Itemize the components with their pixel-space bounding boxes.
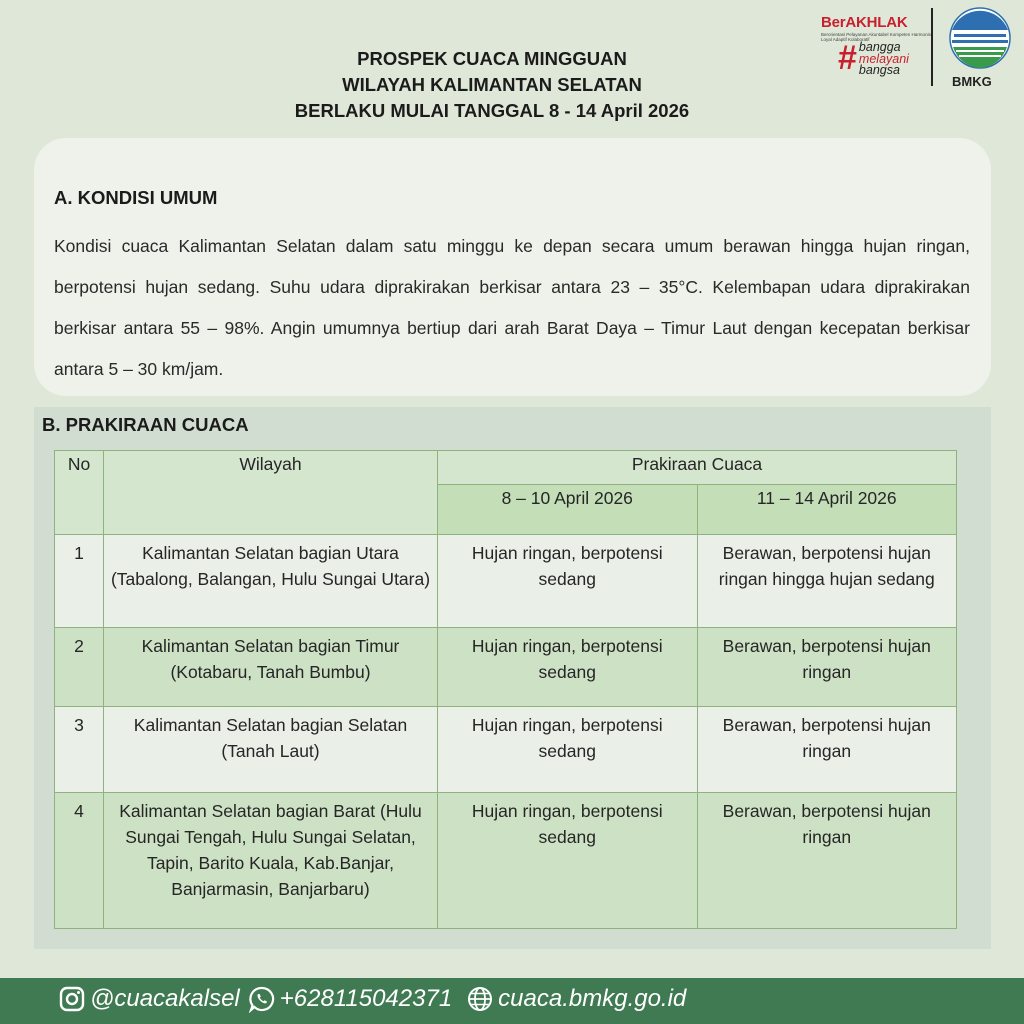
kondisi-umum-title: A. KONDISI UMUM [54, 187, 218, 208]
row-period-2: Berawan, berpotensi hujan ringan [697, 707, 957, 793]
prakiraan-cuaca-title: B. PRAKIRAAN CUACA [42, 414, 249, 435]
bangga-text-1: bangga [858, 40, 901, 54]
row-number: 2 [55, 628, 104, 707]
table-row [55, 628, 957, 707]
col-header-wilayah: Wilayah [104, 451, 438, 535]
row-wilayah: Kalimantan Selatan bagian Barat (Hulu Sungai Tengah, Hulu Sungai Selatan, Tapin, Barito Kuala, Kab.Banjar, Banjarmasin, Banjarbaru) [104, 793, 438, 929]
title-line-1: PROSPEK CUACA MINGGUAN [357, 48, 627, 69]
logo-divider [931, 8, 933, 86]
row-wilayah [104, 707, 438, 793]
website-link[interactable]: cuaca.bmkg.go.id [498, 985, 687, 1012]
row-number: 4 [55, 793, 104, 929]
instagram-handle-link[interactable]: @cuacakalsel [90, 985, 240, 1012]
kondisi-umum-text: Kondisi cuaca Kalimantan Selatan dalam satu minggu ke depan secara umum berawan hingga hujan ringan, berpotensi hujan sedang. Suhu udara diprakirakan berkisar antara 23 – 35°C. Kelembapan udara diprakirakan berkisar antara 55 – 98%. Angin umumnya bertiup dari arah Barat Daya – Timur Laut dengan kecepatan berkisar antara 5 – 30 km/jam. [54, 236, 970, 379]
col-header-no: No [55, 451, 104, 535]
table-row [55, 793, 957, 929]
row-period-2: Berawan, berpotensi hujan ringan [697, 793, 957, 929]
title-line-2: WILAYAH KALIMANTAN SELATAN [342, 74, 642, 95]
row-period-1: Hujan ringan, berpotensi sedang [438, 628, 698, 707]
bangga-text-3: bangsa [858, 63, 900, 77]
kondisi-umum-panel [34, 138, 991, 396]
globe-icon [466, 985, 494, 1013]
berakhlak-brand: BerAKHLAK [821, 14, 908, 31]
table-row [55, 535, 957, 628]
berakhlak-logo [821, 14, 931, 42]
row-wilayah-line-2: (Tanah Laut) [221, 741, 320, 761]
footer-bar [0, 978, 1024, 1024]
row-period-1: Hujan ringan, berpotensi sedang [438, 793, 698, 929]
row-period-1: Hujan ringan, berpotensi sedang [438, 707, 698, 793]
col-header-prakiraan: Prakiraan Cuaca [438, 451, 957, 485]
table-row [55, 707, 957, 793]
forecast-table [54, 450, 957, 929]
col-header-period-2: 11 – 14 April 2026 [697, 485, 957, 535]
berakhlak-subtitle: Berorientasi Pelayanan Akuntabel Kompeten Harmonis Loyal Adaptif Kolaboratif [821, 32, 931, 42]
title-line-3: BERLAKU MULAI TANGGAL 8 - 14 April 2026 [294, 100, 690, 121]
instagram-icon [58, 985, 86, 1013]
logo-group [818, 6, 1018, 90]
row-number: 1 [55, 535, 104, 628]
whatsapp-icon [248, 985, 276, 1013]
prakiraan-cuaca-panel [34, 407, 991, 949]
row-period-1: Hujan ringan, berpotensi sedang [438, 535, 698, 628]
row-wilayah: Kalimantan Selatan bagian Timur (Kotabaru, Tanah Bumbu) [104, 628, 438, 707]
hash-icon: # [838, 39, 857, 77]
bangga-melayani-logo [838, 39, 909, 77]
row-period-2: Berawan, berpotensi hujan ringan [697, 628, 957, 707]
bangga-text-2: melayani [858, 51, 909, 66]
whatsapp-number-link[interactable]: +628115042371 [279, 985, 453, 1012]
bmkg-label: BMKG [952, 74, 992, 89]
row-wilayah: Kalimantan Selatan bagian Utara (Tabalong, Balangan, Hulu Sungai Utara) [104, 535, 438, 628]
col-header-period-1: 8 – 10 April 2026 [438, 485, 698, 535]
row-wilayah-line-1: Kalimantan Selatan bagian Selatan [133, 715, 408, 735]
row-number: 3 [55, 707, 104, 793]
row-period-2: Berawan, berpotensi hujan ringan hingga hujan sedang [697, 535, 957, 628]
